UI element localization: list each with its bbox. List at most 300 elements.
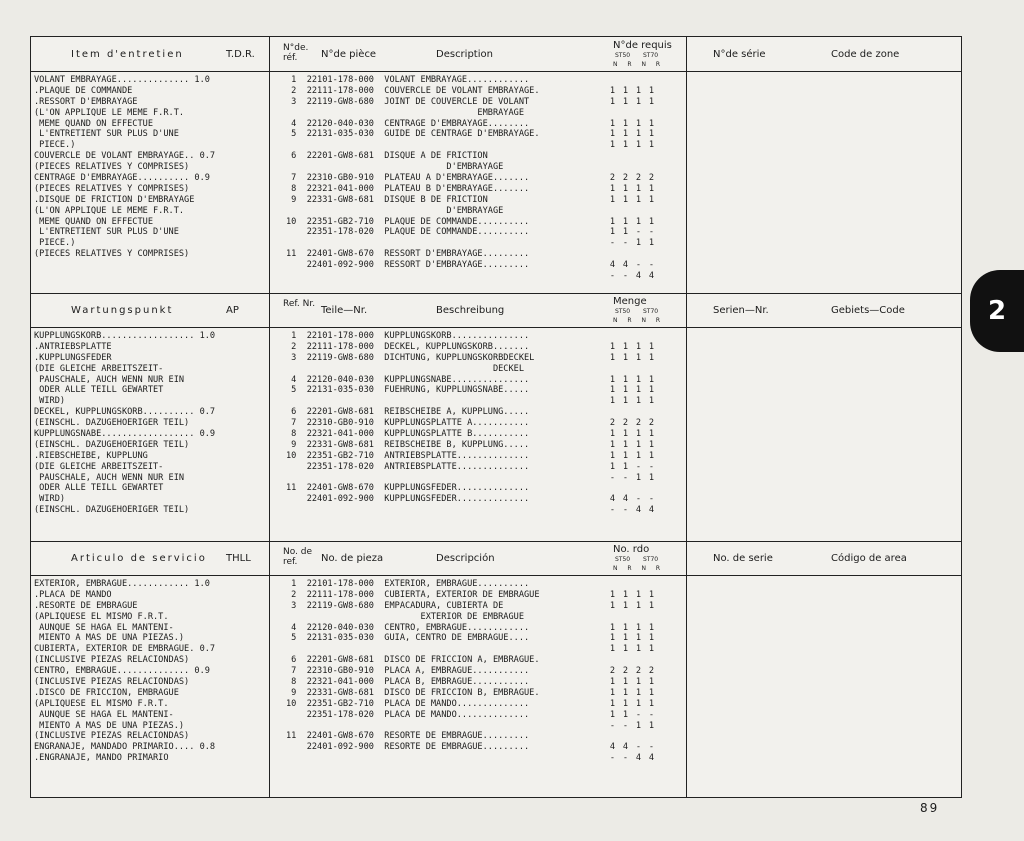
part-text: 4 22120-040-030 CENTRO, EMBRAGUE............	[286, 622, 530, 633]
part-row	[286, 151, 540, 162]
quantity-cell: -	[622, 753, 629, 764]
part-row	[286, 644, 540, 655]
quantity-cell: 1	[609, 439, 616, 450]
service-item: CENTRAGE D'EMBRAYAGE.......... 0.9	[34, 173, 210, 184]
quantity-cell: -	[635, 260, 642, 271]
quantity-cell: 1	[635, 472, 642, 483]
part-text: D'EMBRAYAGE	[286, 162, 504, 173]
part-quantities	[606, 440, 676, 451]
quantity-cell: 1	[635, 439, 642, 450]
quantity-cell: 1	[635, 589, 642, 600]
part-quantities	[606, 590, 676, 601]
service-item: (PIECES RELATIVES Y COMPRISES)	[34, 249, 190, 260]
quantity-cell: 1	[635, 450, 642, 461]
service-item: .ANTRIEBSPLATTE	[34, 341, 112, 352]
service-item: PAUSCHALE, AUCH WENN NUR EIN	[34, 472, 185, 483]
header-required: Menge	[613, 296, 647, 307]
quantity-cell: 4	[622, 742, 629, 753]
quantity-cell: -	[635, 227, 642, 238]
part-text: 8 22321-041-000 PLATEAU B D'EMBRAYAGE.......	[286, 183, 530, 194]
service-item: PIECE.)	[34, 238, 76, 249]
quantity-cell: 1	[609, 589, 616, 600]
service-item: (PIECES RELATIVES Y COMPRISES)	[34, 183, 190, 194]
quantity-cell: 4	[609, 742, 616, 753]
quantity-cell: 2	[648, 666, 655, 677]
quantity-cell: 1	[648, 600, 655, 611]
part-text: 7 22310-GB0-910 PLACA A, EMBRAGUE...........	[286, 666, 530, 677]
part-quantities	[606, 710, 676, 721]
quantity-cell: 1	[635, 677, 642, 688]
quantity-cell: 1	[648, 129, 655, 140]
quantity-cell: 1	[609, 461, 616, 472]
service-item: ODER ALLE TEILL GEWARTET	[34, 483, 164, 494]
quantity-cell: -	[635, 494, 642, 505]
service-item: CENTRO, EMBRAGUE.............. 0.9	[34, 666, 210, 677]
part-text: 2 22111-178-000 COUVERCLE DE VOLANT EMBRAYAGE.	[286, 85, 540, 96]
quantity-cell: -	[648, 494, 655, 505]
quantity-cell: 1	[609, 450, 616, 461]
quantity-cell: 2	[609, 666, 616, 677]
part-quantities	[606, 173, 676, 184]
header-piece: No. de pieza	[321, 553, 384, 564]
part-text: 4 22120-040-030 CENTRAGE D'EMBRAYAGE........	[286, 118, 530, 129]
service-item: VOLANT EMBRAYAGE.............. 1.0	[34, 75, 210, 85]
part-text: 22401-092-900 RESORTE DE EMBRAGUE.........	[286, 742, 530, 753]
part-quantities	[606, 623, 676, 634]
part-text: 3 22119-GW8-680 EMPACADURA, CUBIERTA DE	[286, 600, 504, 611]
quantity-cell: 2	[635, 418, 642, 429]
quantity-cell: 1	[609, 709, 616, 720]
header-sub-nr: N R N R	[613, 61, 665, 68]
header-serial: N°de série	[713, 49, 766, 60]
header-tdr: AP	[226, 305, 239, 316]
quantity-cell: 1	[622, 96, 629, 107]
quantity-cell: 1	[635, 183, 642, 194]
part-text: EMBRAYAGE	[286, 107, 524, 118]
quantity-cell: 1	[622, 439, 629, 450]
part-quantities	[606, 184, 676, 195]
quantity-cell: 2	[622, 666, 629, 677]
header-ref: Ref. Nr.	[283, 299, 316, 309]
quantity-cell: 1	[609, 341, 616, 352]
quantity-cell: -	[648, 260, 655, 271]
quantity-cell: 4	[609, 494, 616, 505]
quantity-cell: 1	[609, 96, 616, 107]
quantity-cell: 2	[648, 173, 655, 184]
service-item: L'ENTRETIENT SUR PLUS D'UNE	[34, 129, 179, 140]
header-sub-nr: N R N R	[613, 317, 665, 324]
quantity-cell: 1	[609, 140, 616, 151]
part-quantities	[606, 505, 676, 516]
quantity-cell: 1	[609, 85, 616, 96]
quantity-cell: 1	[648, 396, 655, 407]
quantity-cell: 1	[622, 341, 629, 352]
section-header	[31, 293, 961, 328]
quantity-cell: 1	[622, 461, 629, 472]
part-text: 5 22131-035-030 GUIDE DE CENTRAGE D'EMBRAYAGE.	[286, 129, 540, 140]
service-item: (EINSCHL. DAZUGEHOERIGER TEIL)	[34, 439, 190, 450]
quantity-cell: 1	[635, 698, 642, 709]
quantity-cell: 1	[609, 183, 616, 194]
quantity-cell: 1	[609, 216, 616, 227]
quantity-cell: 1	[648, 341, 655, 352]
part-quantities	[606, 342, 676, 353]
header-tdr: THLL	[226, 553, 251, 564]
service-item: (EINSCHL. DAZUGEHOERIGER TEIL)	[34, 505, 190, 516]
quantity-cell: 1	[635, 129, 642, 140]
part-row	[286, 601, 540, 612]
quantity-cell: 1	[635, 644, 642, 655]
service-item: AUNQUE SE HAGA EL MANTENI-	[34, 622, 174, 633]
quantity-cell: -	[648, 742, 655, 753]
parts-list	[286, 331, 655, 516]
part-text: 9 22331-GW8-681 DISQUE B DE FRICTION	[286, 194, 488, 205]
service-item: ENGRANAJE, MANDADO PRIMARIO.... 0.8	[34, 742, 216, 753]
part-row	[286, 97, 540, 108]
quantity-cell: 1	[622, 85, 629, 96]
part-text: 3 22119-GW8-680 DICHTUNG, KUPPLUNGSKORBDECKEL	[286, 352, 535, 363]
part-quantities	[606, 385, 676, 396]
part-text: 1 22101-178-000 VOLANT EMBRAYAGE............	[286, 75, 530, 85]
service-item: DECKEL, KUPPLUNGSKORB.......... 0.7	[34, 407, 216, 418]
part-quantities	[606, 375, 676, 386]
part-quantities	[606, 97, 676, 108]
quantity-cell: 1	[622, 429, 629, 440]
quantity-cell: 1	[635, 96, 642, 107]
part-quantities	[606, 418, 676, 429]
quantity-cell: -	[609, 271, 616, 282]
parts-list	[286, 75, 655, 282]
header-sub-st50: ST50	[615, 308, 631, 315]
section-0	[31, 37, 961, 294]
chapter-tab: 2	[970, 270, 1024, 352]
part-text: 7 22310-GB0-910 PLATEAU A D'EMBRAYAGE.......	[286, 173, 530, 184]
part-text: 9 22331-GW8-681 DISCO DE FRICCION B, EMBRAGUE.	[286, 687, 540, 698]
service-item: (EINSCHL. DAZUGEHOERIGER TEIL)	[34, 418, 190, 429]
quantity-cell: 1	[622, 600, 629, 611]
quantity-cell: 1	[648, 85, 655, 96]
quantity-cell: 1	[648, 374, 655, 385]
part-text: 10 22351-GB2-710 PLAQUE DE COMMANDE..........	[286, 216, 530, 227]
service-item: .KUPPLUNGSFEDER	[34, 352, 112, 363]
quantity-cell: 4	[648, 505, 655, 516]
quantity-cell: -	[609, 720, 616, 731]
quantity-cell: 1	[635, 622, 642, 633]
quantity-cell: 1	[648, 589, 655, 600]
header-sub-st50: ST50	[615, 52, 631, 59]
quantity-cell: 1	[609, 374, 616, 385]
part-quantities	[606, 396, 676, 407]
part-text: 22351-178-020 PLACA DE MANDO..............	[286, 709, 530, 720]
quantity-cell: 1	[648, 720, 655, 731]
quantity-cell: 1	[648, 450, 655, 461]
quantity-cell: 1	[635, 341, 642, 352]
header-sub-st70: ST70	[643, 52, 659, 59]
part-text: 22401-092-900 KUPPLUNGSFEDER..............	[286, 494, 530, 505]
part-text: 5 22131-035-030 GUIA, CENTRO DE EMBRAGUE....	[286, 633, 530, 644]
part-text: 6 22201-GW8-681 DISCO DE FRICCION A, EMBRAGUE.	[286, 655, 540, 666]
quantity-cell: 1	[622, 677, 629, 688]
service-item: MEME QUAND ON EFFECTUE	[34, 118, 153, 129]
quantity-cell: 1	[635, 352, 642, 363]
part-row	[286, 473, 534, 484]
service-item: MIENTO A MAS DE UNA PIEZAS.)	[34, 633, 185, 644]
part-row	[286, 742, 655, 764]
quantity-cell: -	[622, 472, 629, 483]
quantity-cell: -	[622, 720, 629, 731]
quantity-cell: -	[622, 505, 629, 516]
part-row	[286, 494, 655, 516]
quantity-cell: -	[622, 271, 629, 282]
header-sub-nr: N R N R	[613, 565, 665, 572]
part-quantities	[606, 688, 676, 699]
quantity-cell: 1	[609, 194, 616, 205]
header-item: Wartungspunkt	[71, 305, 174, 316]
quantity-cell: 1	[648, 644, 655, 655]
service-item: .DISQUE DE FRICTION D'EMBRAYAGE	[34, 194, 195, 205]
header-serial: No. de serie	[713, 553, 773, 564]
part-quantities	[606, 140, 676, 151]
quantity-cell: 1	[622, 374, 629, 385]
quantity-cell: 4	[635, 505, 642, 516]
service-item: L'ENTRETIENT SUR PLUS D'UNE	[34, 227, 179, 238]
part-text: 9 22331-GW8-681 REIBSCHEIBE B, KUPPLUNG.....	[286, 439, 530, 450]
part-text: 22351-178-020 PLAQUE DE COMMANDE..........	[286, 227, 530, 238]
part-quantities	[606, 364, 676, 375]
part-text: 10 22351-GB2-710 PLACA DE MANDO..............	[286, 698, 530, 709]
service-item: COUVERCLE DE VOLANT EMBRAYAGE.. 0.7	[34, 151, 216, 162]
quantity-cell: 1	[609, 633, 616, 644]
quantity-cell: 1	[635, 194, 642, 205]
service-item: AUNQUE SE HAGA EL MANTENI-	[34, 709, 174, 720]
part-quantities	[606, 271, 676, 282]
part-quantities	[606, 742, 676, 753]
service-item: .RESSORT D'EMBRAYAGE	[34, 96, 138, 107]
parts-list	[286, 579, 655, 764]
header-zone: Código de area	[831, 553, 907, 564]
quantity-cell: 1	[648, 118, 655, 129]
quantity-cell: 1	[609, 677, 616, 688]
part-quantities	[606, 195, 676, 206]
service-item: .PLAQUE DE COMMANDE	[34, 85, 133, 96]
part-text: 11 22401-GW8-670 RESSORT D'EMBRAYAGE.........	[286, 249, 530, 260]
quantity-cell: 1	[609, 622, 616, 633]
part-quantities	[606, 473, 676, 484]
header-desc: Description	[436, 49, 493, 60]
header-desc: Descripción	[436, 553, 495, 564]
quantity-cell: 1	[622, 633, 629, 644]
quantity-cell: 4	[609, 260, 616, 271]
part-text: 4 22120-040-030 KUPPLUNGSNABE...............	[286, 374, 530, 385]
part-quantities	[606, 129, 676, 140]
quantity-cell: 1	[622, 352, 629, 363]
quantity-cell: 1	[622, 396, 629, 407]
quantity-cell: 1	[648, 633, 655, 644]
quantity-cell: -	[609, 753, 616, 764]
part-quantities	[606, 677, 676, 688]
quantity-cell: -	[648, 227, 655, 238]
service-item: PIECE.)	[34, 140, 76, 151]
quantity-cell: 2	[622, 418, 629, 429]
part-quantities	[606, 86, 676, 97]
quantity-cell: 1	[609, 644, 616, 655]
service-items	[34, 579, 215, 764]
header-serial: Serien—Nr.	[713, 305, 769, 316]
quantity-cell: 1	[622, 129, 629, 140]
part-text: 22351-178-020 ANTRIEBSPLATTE..............	[286, 461, 530, 472]
quantity-cell: 1	[622, 698, 629, 709]
quantity-cell: 1	[622, 709, 629, 720]
part-quantities	[606, 162, 676, 173]
quantity-cell: 1	[622, 183, 629, 194]
header-required: No. rdo	[613, 544, 650, 555]
service-item: ODER ALLE TEILL GEWARTET	[34, 385, 164, 396]
quantity-cell: 1	[635, 600, 642, 611]
part-quantities	[606, 601, 676, 612]
part-text: 22401-092-900 RESSORT D'EMBRAYAGE.........	[286, 260, 530, 271]
header-sub-st50: ST50	[615, 556, 631, 563]
part-quantities	[606, 462, 676, 473]
quantity-cell: 2	[609, 418, 616, 429]
quantity-cell: 1	[648, 238, 655, 249]
quantity-cell: 1	[609, 227, 616, 238]
service-item: (L'ON APPLIQUE LE MEME F.R.T.	[34, 205, 185, 216]
quantity-cell: -	[648, 461, 655, 472]
quantity-cell: 2	[609, 173, 616, 184]
quantity-cell: -	[609, 505, 616, 516]
service-item: .ENGRANAJE, MANDO PRIMARIO	[34, 753, 169, 764]
quantity-cell: 1	[648, 429, 655, 440]
service-items	[34, 331, 215, 516]
service-item: (L'ON APPLIQUE LE MEME F.R.T.	[34, 107, 185, 118]
service-item: (INCLUSIVE PIEZAS RELACIONDAS)	[34, 731, 190, 742]
part-quantities	[606, 108, 676, 119]
service-item: (INCLUSIVE PIEZAS RELACIONDAS)	[34, 655, 190, 666]
quantity-cell: -	[635, 461, 642, 472]
part-row	[286, 195, 540, 206]
part-quantities	[606, 721, 676, 732]
quantity-cell: 1	[609, 118, 616, 129]
part-text: 3 22119-GW8-680 JOINT DE COUVERCLE DE VOLANT	[286, 96, 530, 107]
header-piece: N°de pièce	[321, 49, 377, 60]
quantity-cell: 1	[635, 396, 642, 407]
quantity-cell: 1	[635, 633, 642, 644]
header-item: Articulo de servicio	[71, 553, 207, 564]
quantity-cell: 1	[648, 385, 655, 396]
quantity-cell: 2	[622, 173, 629, 184]
section-header	[31, 37, 961, 72]
service-items	[34, 75, 215, 260]
part-text: 10 22351-GB2-710 ANTRIEBSPLATTE..............	[286, 450, 530, 461]
service-item: MEME QUAND ON EFFECTUE	[34, 216, 153, 227]
part-text: 6 22201-GW8-681 REIBSCHEIBE A, KUPPLUNG.....	[286, 407, 530, 418]
service-item: (DIE GLEICHE ARBEITSZEIT-	[34, 363, 164, 374]
header-ref: No. de ref.	[283, 547, 313, 567]
quantity-cell: 1	[635, 216, 642, 227]
part-row	[286, 129, 655, 151]
quantity-cell: 1	[635, 687, 642, 698]
part-quantities	[606, 260, 676, 271]
quantity-cell: 1	[609, 129, 616, 140]
part-quantities	[606, 353, 676, 364]
part-text: 6 22201-GW8-681 DISQUE A DE FRICTION	[286, 151, 488, 162]
quantity-cell: 1	[622, 227, 629, 238]
quantity-cell: 1	[622, 216, 629, 227]
quantity-cell: 1	[635, 238, 642, 249]
part-quantities	[606, 633, 676, 644]
part-text: 8 22321-041-000 PLACA B, EMBRAGUE...........	[286, 677, 530, 688]
part-quantities	[606, 206, 676, 217]
quantity-cell: 1	[609, 698, 616, 709]
quantity-cell: -	[648, 709, 655, 720]
quantity-cell: -	[635, 709, 642, 720]
part-row	[286, 709, 655, 731]
quantity-cell: 1	[648, 194, 655, 205]
part-row	[286, 721, 540, 732]
section-1	[31, 293, 961, 542]
part-row	[286, 140, 540, 151]
part-quantities	[606, 217, 676, 228]
service-item: PAUSCHALE, AUCH WENN NUR EIN	[34, 374, 185, 385]
part-row	[286, 461, 655, 483]
part-text: 1 22101-178-000 EXTERIOR, EMBRAGUE..........	[286, 579, 530, 589]
parts-table	[30, 36, 962, 798]
header-item: Item d'entretien	[71, 49, 184, 60]
part-row	[286, 260, 655, 282]
part-text: D'EMBRAYAGE	[286, 205, 504, 216]
quantity-cell: 1	[648, 687, 655, 698]
part-quantities	[606, 612, 676, 623]
part-text: 1 22101-178-000 KUPPLUNGSKORB...............	[286, 331, 530, 341]
quantity-cell: 1	[622, 194, 629, 205]
part-text: 11 22401-GW8-670 RESORTE DE EMBRAGUE.........	[286, 731, 530, 742]
quantity-cell: 1	[622, 385, 629, 396]
service-item: .PLACA DE MANDO	[34, 589, 112, 600]
part-text: EXTERIOR DE EMBRAGUE	[286, 611, 524, 622]
header-zone: Code de zone	[831, 49, 900, 60]
header-zone: Gebiets—Code	[831, 305, 905, 316]
part-quantities	[606, 666, 676, 677]
service-item: (APLIQUESE EL MISMO F.R.T.	[34, 698, 169, 709]
part-text: 2 22111-178-000 DECKEL, KUPPLUNGSKORB.......	[286, 341, 530, 352]
quantity-cell: 1	[609, 385, 616, 396]
part-quantities	[606, 119, 676, 130]
part-text: 2 22111-178-000 CUBIERTA, EXTERIOR DE EMBRAGUE	[286, 589, 540, 600]
header-tdr: T.D.R.	[226, 49, 255, 60]
service-item: (PIECES RELATIVES Y COMPRISES)	[34, 162, 190, 173]
part-row	[286, 633, 655, 655]
quantity-cell: 1	[648, 698, 655, 709]
service-item: .RESORTE DE EMBRAGUE	[34, 600, 138, 611]
quantity-cell: 4	[622, 494, 629, 505]
service-item: CUBIERTA, EXTERIOR DE EMBRAGUE. 0.7	[34, 644, 216, 655]
quantity-cell: 1	[622, 118, 629, 129]
quantity-cell: 1	[648, 677, 655, 688]
quantity-cell: 1	[635, 374, 642, 385]
quantity-cell: 2	[635, 666, 642, 677]
part-text: 11 22401-GW8-670 KUPPLUNGSFEDER..............	[286, 483, 530, 494]
header-piece: Teile—Nr.	[321, 305, 368, 316]
quantity-cell: 4	[635, 753, 642, 764]
service-item: KUPPLUNGSKORB.................. 1.0	[34, 331, 216, 341]
service-item: MIENTO A MAS DE UNA PIEZAS.)	[34, 720, 185, 731]
quantity-cell: 1	[648, 183, 655, 194]
quantity-cell: 1	[622, 450, 629, 461]
header-sub-st70: ST70	[643, 556, 659, 563]
header-sub-st70: ST70	[643, 308, 659, 315]
part-row	[286, 385, 655, 407]
quantity-cell: 1	[622, 687, 629, 698]
